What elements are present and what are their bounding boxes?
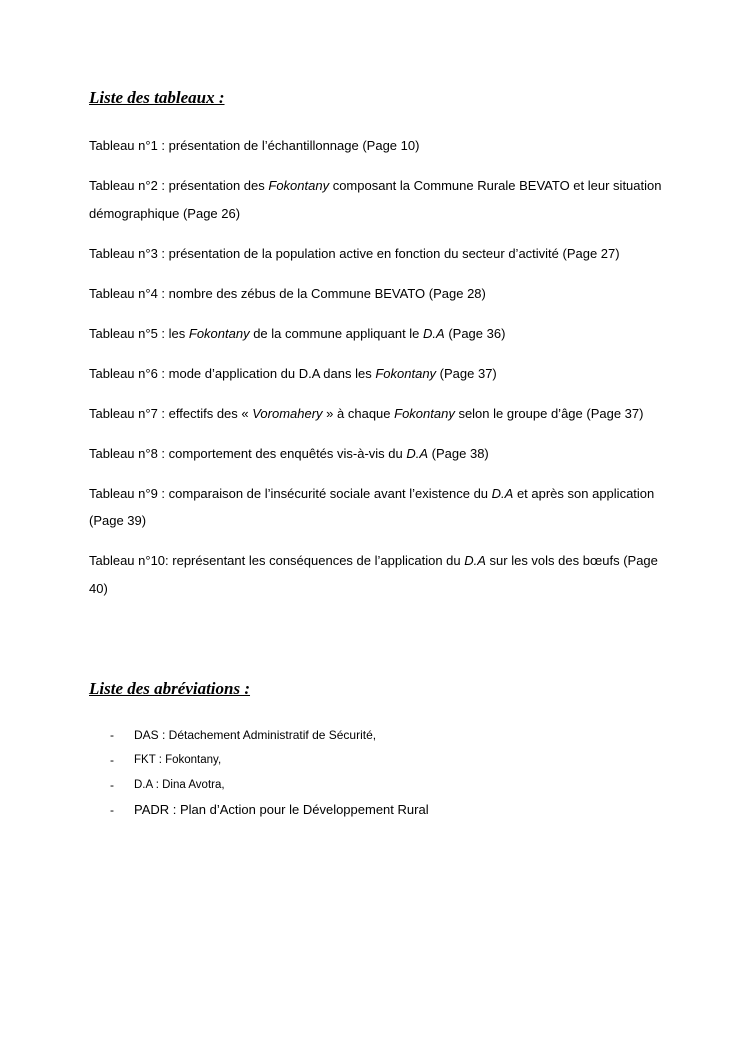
tables-list-heading: Liste des tableaux : bbox=[89, 88, 225, 107]
entry-text-italic: Fokontany bbox=[268, 178, 330, 193]
entry-text: et après son application (Page 39) bbox=[89, 485, 655, 528]
table-list-entry bbox=[89, 400, 669, 428]
entry-text: Tableau n°5 : les bbox=[89, 325, 189, 341]
entry-text-italic: D.A bbox=[491, 485, 514, 501]
entry-text-italic: D.A bbox=[423, 325, 445, 341]
entry-text: Tableau n°3 : présentation de la population active en fonction du secteur d’activité (Page 27) bbox=[89, 245, 620, 261]
entry-text: Tableau n°7 : effectifs des « bbox=[89, 405, 253, 421]
abbreviation-item bbox=[110, 722, 429, 747]
abbreviations-list bbox=[110, 722, 429, 822]
entry-text: Tableau n°4 : nombre des zébus de la Commune BEVATO (Page 28) bbox=[89, 285, 486, 301]
abbreviation-item bbox=[110, 797, 429, 822]
entry-text: (Page 36) bbox=[444, 325, 506, 341]
table-list-entry bbox=[89, 240, 669, 268]
abbreviation-text: D.A : Dina Avotra, bbox=[134, 778, 225, 791]
abbreviation-item bbox=[110, 747, 429, 772]
dash-bullet: - bbox=[110, 777, 114, 792]
entry-text: Tableau n°10: représentant les conséquences de l’application du bbox=[89, 553, 465, 568]
entry-text: sur les vols des bœufs (Page 40) bbox=[89, 553, 658, 596]
entry-text: selon le groupe d’âge (Page 37) bbox=[454, 405, 644, 421]
table-list-entry bbox=[89, 132, 669, 160]
table-list-entry bbox=[89, 280, 669, 308]
abbreviation-text: DAS : Détachement Administratif de Sécurité, bbox=[134, 727, 377, 742]
abbreviations-heading: Liste des abréviations : bbox=[89, 679, 251, 698]
entry-text: » à chaque bbox=[322, 405, 395, 421]
entry-text-italic: Fokontany bbox=[394, 405, 455, 421]
dash-bullet: - bbox=[110, 802, 114, 817]
entry-text: Tableau n°1 : présentation de l’échantillonnage (Page 10) bbox=[89, 138, 420, 153]
entry-text: Tableau n°9 : comparaison de l’insécurité sociale avant l’existence du bbox=[89, 485, 492, 501]
table-list-entry bbox=[89, 440, 669, 468]
abbreviation-text: FKT : Fokontany, bbox=[134, 753, 222, 766]
entry-text: de la commune appliquant le bbox=[249, 325, 424, 341]
entry-text: (Page 38) bbox=[428, 445, 489, 461]
table-list-entry bbox=[89, 172, 669, 227]
entry-text: Tableau n°6 : mode d’application du D.A dans les bbox=[89, 365, 376, 381]
table-list-entry bbox=[89, 320, 669, 348]
abbreviation-item bbox=[110, 772, 429, 797]
entry-text-italic: D.A bbox=[464, 553, 486, 568]
entry-text: composant la Commune Rurale BEVATO et leur situation démographique (Page 26) bbox=[89, 178, 662, 221]
table-list-entry bbox=[89, 360, 669, 388]
dash-bullet: - bbox=[110, 727, 114, 742]
entry-text: Tableau n°8 : comportement des enquêtés vis-à-vis du bbox=[89, 445, 407, 461]
table-list-entry bbox=[89, 480, 669, 535]
entry-text-italic: D.A bbox=[406, 445, 429, 461]
tables-list bbox=[89, 132, 669, 615]
entry-text-italic: Fokontany bbox=[188, 325, 250, 341]
entry-text-italic: Fokontany bbox=[375, 365, 437, 381]
abbreviation-text: PADR : Plan d’Action pour le Développement Rural bbox=[134, 802, 429, 817]
entry-text-italic: Voromahery bbox=[252, 405, 323, 421]
dash-bullet: - bbox=[110, 752, 114, 767]
table-list-entry bbox=[89, 547, 669, 602]
entry-text: Tableau n°2 : présentation des bbox=[89, 178, 269, 193]
entry-text: (Page 37) bbox=[436, 365, 497, 381]
